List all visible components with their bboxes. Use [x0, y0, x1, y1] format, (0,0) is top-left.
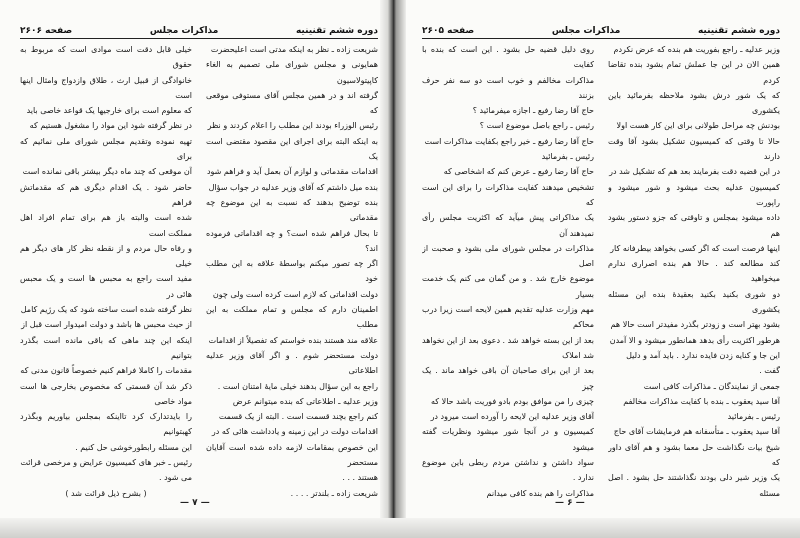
text-line: ( بشرح ذیل قرائت شد ) — [65, 488, 147, 498]
text-line: بعد از این برای صاحبان آن باقی خواهد ماند . یک چیز — [422, 366, 594, 391]
page-header — [20, 22, 378, 39]
column-right — [206, 42, 378, 498]
text-line: به اینکه البته برای اجرای این مقصود مقتضی است یک — [206, 136, 378, 162]
text-line: وزیر عدلیه ـ اطلاعاتی که بنده میتوانم عرض — [232, 396, 378, 406]
text-line: شریعت زاده ـ نظر به اینکه مدتی است اعلیحضرت — [210, 45, 378, 54]
text-line: اگر چه تصور میکنم بواسطهٔ علاقه به این مطلب خود — [206, 259, 378, 284]
header-title: مذاکرات مجلس — [551, 26, 621, 36]
text-line: حاج آقا رضا رفیع ـ خیر راجع بکفایت مذاکرات است — [424, 136, 594, 146]
text-line: کمیسیون عدلیه بحث میشود و شور میشود و راپورت — [608, 182, 780, 207]
text-line: علاقه مند هستند بنده خواستم که تفصیلاً از اقدامات — [208, 335, 378, 345]
text-line: هرطور اکثریت رأی بدهد همانطور میشود و الا آمدن — [609, 335, 780, 345]
text-line: از حیث محبس ها باشد و دولت امیدوار است قبل از — [21, 320, 192, 330]
text-line: آقا سید یعقوب ـ بنده با کفایت مذاکرات مخالفم — [623, 396, 780, 406]
header-session: دوره ششم تقنینیه — [295, 26, 378, 36]
text-line: دولت مستحضر شوم . و اگر آقای وزیر عدلیه اطلاعاتی — [206, 350, 378, 376]
text-line: آقا سید یعقوب ـ متأسفانه هم فرمایشات آقای حاج — [613, 427, 780, 437]
text-line: حالا تا وقتی که کمیسیون تشکیل بشود آقا وقت دارند — [608, 136, 780, 162]
header-page-number: صفحه ۲۶۰۵ — [422, 26, 475, 36]
text-line: رئیس ـ خبر های کمیسیون عرایض و مرخصی قرائت — [20, 458, 192, 468]
text-line: جمعی از نمایندگان ـ مذاکرات کافی است — [643, 381, 780, 391]
text-line: راجع به این سؤال بدهند خیلی مایهٔ امتنان است . — [217, 381, 378, 391]
text-line: و رفاه حال مردم و از نقطه نظر کار های دیگر هم خیلی — [20, 243, 192, 269]
text-line: ذکر شد آن قسمتی که مخصوص بخارجی ها است مواد خاصی — [20, 381, 192, 406]
text-line: کمیسیون و در آنجا شور میشود ونظریات گفته میشود — [422, 427, 594, 452]
text-line: همین الان در این جا عملش تمام بشود بنده تقاضا کردم — [608, 60, 780, 85]
text-line: حاضر شود . یک اقدام دیگری هم که مقدماتش فراهم — [20, 182, 192, 207]
text-line: اینکه این چند ماهی که باقی مانده است بگذرد بتوانیم — [20, 335, 192, 360]
page-2605 — [400, 0, 800, 538]
text-line: بودنش چه مراحل طولانی برای این کار هست اولا — [616, 121, 780, 131]
text-line: مهم وزارت عدلیه تقدیم همین لایحه است زیرا درب محاکم — [422, 305, 594, 330]
text-line: که یک شور درش بشود ملاحظه بفرمائید باین یکشوری — [608, 90, 780, 116]
column-left — [422, 42, 594, 498]
text-line: شیخ بیات نگذاشت حل معما بشود و هم آقای داور که — [608, 442, 780, 468]
page-header — [422, 22, 780, 39]
text-line: یک وزیر شیر دلی بودند نگذاشتند حل بشود . اصل مسئله — [608, 473, 780, 498]
text-line: تهیه نموده وتقدیم مجلس شورای ملی نمائیم که برای — [20, 136, 192, 162]
text-line: گفت . — [759, 366, 780, 376]
text-line: دو شوری بکنید بکنید بعقیدهٔ بنده این مسئله یکشوری — [608, 289, 780, 315]
page-columns — [20, 42, 378, 498]
text-line: حاج آقا رضا رفیع ـ اجازه میفرمائید ؟ — [472, 106, 594, 116]
text-line: این جا و کنایه زدن فایده ندارد . باید آمد و دلیل — [626, 350, 780, 360]
text-line: در نظر گرفته شود این مواد را مشغول هستیم که — [29, 121, 192, 131]
text-line: یک مذاکراتی پیش میآید که اکثریت مجلس رأی نمیدهند آن — [422, 213, 594, 238]
text-line: رئیس ـ بفرمائید — [541, 152, 594, 162]
text-line: سواد داشتن و نداشتن مردم ربطی باین موضوع ندارد . — [422, 458, 594, 483]
text-line: رئیس ـ راجع باصل موضوع است ؟ — [479, 121, 594, 131]
text-line: این خصوص بمقامات لازمه داده شده است آقایان مستحضر — [206, 442, 378, 468]
text-line: تشخیص میدهند کفایت مذاکرات را برای این است که — [422, 182, 594, 207]
text-line: مذاکرات مخالفم و خوب است دو سه نفر حرف بزنند — [422, 75, 594, 100]
text-line: آن موقعی که چند ماه دیگر بیشتر باقی نمانده است — [22, 167, 192, 177]
text-line: دولت اقداماتی که لازم است کرده است ولی چون — [212, 289, 378, 299]
column-right — [608, 42, 780, 498]
text-line: رئیس ـ بفرمائید — [727, 412, 780, 422]
text-line: مقدمات را کاملا فراهم کنیم خصوصاً قانون مدنی که — [20, 366, 192, 376]
text-line: اقدامات دولت در این زمینه و یادداشت هائی که در — [211, 427, 378, 437]
text-line: چیزی را من موافق بودم بادو فوریت باشد حالا که — [431, 396, 594, 406]
text-line: هستند . . . — [342, 473, 378, 483]
text-line: این مسئله رابطورخوشی حل کنیم . — [75, 442, 192, 452]
page-columns — [422, 42, 780, 498]
text-line: کند مطالعه کند . حالا هم بنده اصراری ندارم میخواهید — [608, 259, 780, 284]
text-line: خانوادگی از قبیل ارث ، طلاق وازدواج وامثال اینها است — [20, 75, 192, 100]
text-line: مذاکرات را هم بنده کافی میدانم — [486, 488, 594, 498]
text-line: اقدامات مقدماتی و لوازم آن بعمل آید و فراهم شود — [206, 167, 378, 177]
text-line: وزیر عدلیه ـ راجع بفوریت هم بنده که عرض نکردم — [613, 45, 780, 54]
text-line: روی دلیل قضیه حل بشود . این است که بنده با کفایت — [422, 45, 594, 70]
text-line: مفید است راجع به محبس ها است و یک محبس هائی در — [20, 274, 192, 299]
text-line: بنده میل داشتم که آقای وزیر عدلیه در جواب سؤال — [208, 182, 378, 192]
text-line: شریعت زاده ـ بلندتر . . . . — [290, 488, 378, 498]
text-line: داده میشود بمجلس و تاوقتی که جزو دستور بشود هم — [608, 213, 780, 238]
text-line: موضوع خارج شد . و من گمان می کنم یک خدمت بسیار — [422, 274, 594, 299]
column-left — [20, 42, 192, 498]
text-line: مذاکرات در مجلس شورای ملی بشود و صحبت از اصل — [422, 243, 594, 269]
text-line: آقای وزیر عدلیه این لایحه را آورده است میرود در — [430, 412, 594, 422]
text-line: بعد از این بسته خواهد شد . دعوی بعد از این نخواهد شد املاک — [422, 335, 594, 360]
text-line: خیلی قابل دقت است موادی است که مربوط به حقوق — [20, 45, 192, 70]
text-line: بنده توضیح بدهند که نسبت به این موضوع چه مقدماتی — [206, 197, 378, 223]
page-bottom-edge — [0, 518, 800, 538]
text-line: حاج آقا رضا رفیع ـ عرض کنم که اشخاصی که — [443, 167, 594, 177]
book-gutter-shadow — [380, 0, 406, 538]
text-line: می شود . — [159, 473, 192, 483]
text-line: را بایدتدارک کرد تااینکه بمجلس بیاوریم وبگذرد کهبتوانیم — [20, 412, 192, 437]
header-session: دوره ششم تقنینیه — [697, 26, 780, 36]
text-line: رئیس الوزراء بودند این مطلب را اعلام کردند و نظر — [207, 121, 378, 131]
page-footer-number: — ۷ — — [180, 498, 210, 508]
text-line: تا بحال فراهم شده است؟ و چه اقداماتی فرموده اند؟ — [206, 228, 378, 253]
text-line: اینها فرصت است که اگر کسی بخواهد بیطرفانه کار — [610, 243, 780, 253]
text-line: در این قضیه دقت بفرمایند بعد هم که تشکیل شد در — [609, 167, 780, 177]
page-footer-number: — ۶ — — [555, 498, 585, 508]
text-line: گرفته اند و در همین مجلس آقای مستوفی موقعی که — [206, 90, 378, 116]
text-line: که معلوم است برای خارجیها یک قواعد خاصی باید — [26, 106, 192, 116]
header-page-number: صفحه ۲۶۰۶ — [20, 26, 73, 36]
text-line: شده است والبته باز هم برای تمام افراد اهل مملکت است — [20, 213, 192, 238]
text-line: کنم راجع بچند قسمت است . البته از یک قسمت — [218, 412, 378, 422]
header-title: مذاکرات مجلس — [149, 26, 219, 36]
text-line: بشود بهتر است و زودتر بگذرد مفیدتر است حالا هم — [610, 320, 780, 330]
text-line: اطمینان دارم که مجلس و تمام مملکت به این مطلب — [206, 305, 378, 330]
text-line: نظر گرفته شده است ساخته شود که یک رژیم کامل — [20, 305, 192, 315]
text-line: همایونی و مجلس شورای ملی تصمیم به الغاء کاپیتولاسیون — [206, 60, 378, 85]
